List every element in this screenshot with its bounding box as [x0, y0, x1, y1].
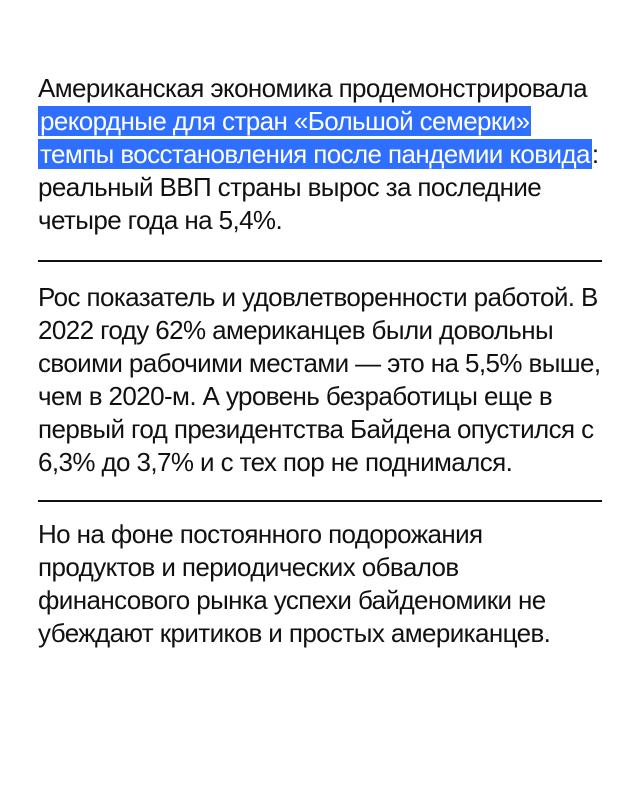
- divider-line: [38, 260, 602, 262]
- divider-line: [38, 500, 602, 502]
- paragraph-job-satisfaction: Рос показатель и удовлетворенности работой. В 2022 году 62% американцев были довольны своими рабочими местами — это на 5,5% выше, чем в 2020-м. А уровень безработицы еще в первый год президентства Байдена опустился с 6,3% до 3,7% и с тех пор не поднимался.: [38, 282, 601, 477]
- paragraph-intro-text: Американская экономика продемонстрировала: [38, 73, 587, 103]
- paragraph-economy-recovery: [38, 72, 602, 237]
- paragraph-critics: Но на фоне постоянного подорожания продуктов и периодических обвалов финансового рынка успехи байденомики не убеждают критиков и простых американцев.: [38, 519, 551, 648]
- paragraph-gdp-text: : реальный ВВП страны вырос за последние четыре года на 5,4%.: [38, 139, 599, 235]
- highlighted-selection[interactable]: рекордные для стран «Большой семерки» темпы восстановления после пандемии ковида: [40, 106, 590, 169]
